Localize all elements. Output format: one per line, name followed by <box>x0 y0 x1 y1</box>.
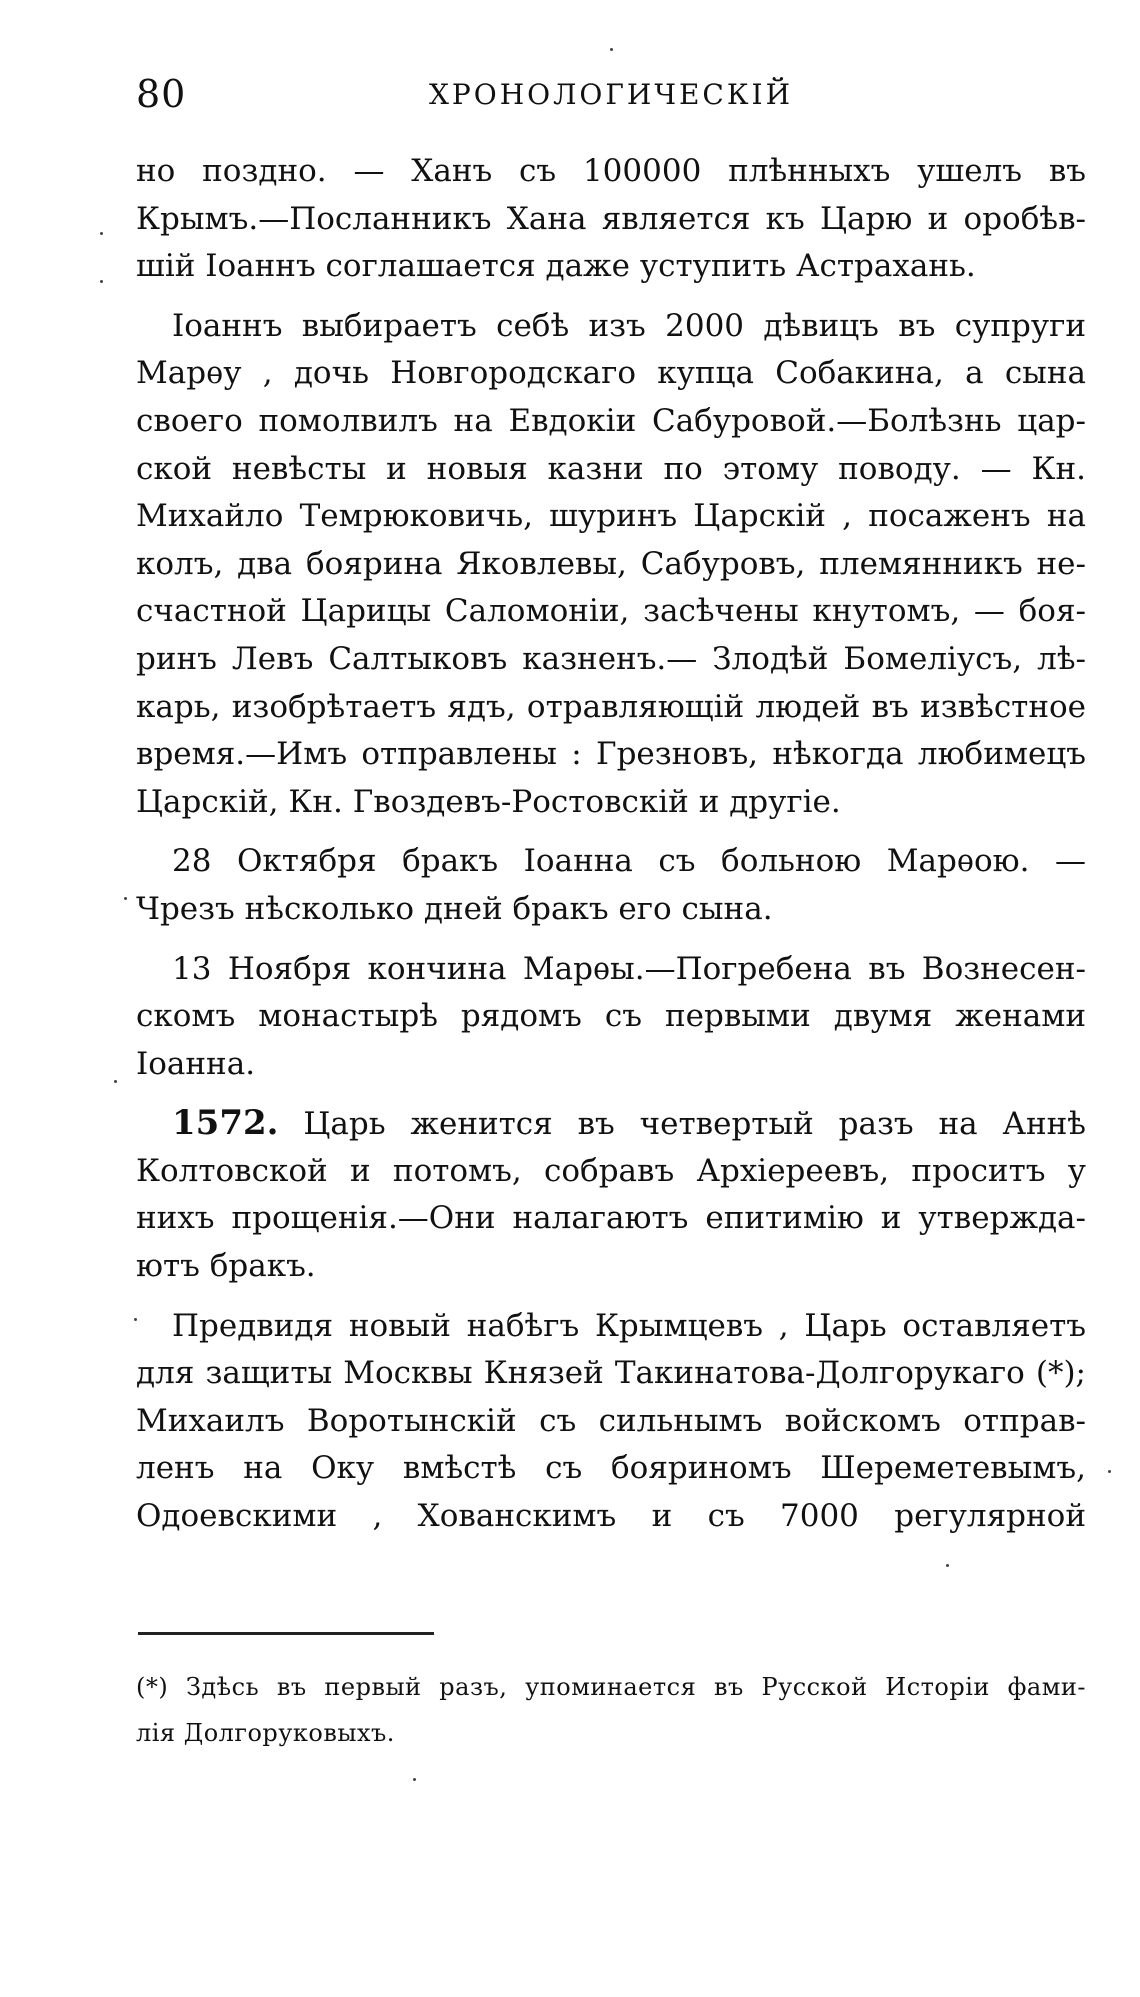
scan-speck <box>114 1080 117 1083</box>
text-line: для защиты Москвы Князей Такинатова-Долгорукаго (*); <box>136 1355 1086 1392</box>
running-head: ХРОНОЛОГИЧЕСКІЙ <box>428 78 794 111</box>
text-line: ленъ на Оку вмѣстѣ съ бояриномъ Шереметевымъ, <box>136 1450 1086 1487</box>
text-line: Предвидя новый набѣгъ Крымцевъ , Царь оставляетъ <box>172 1307 1086 1344</box>
text-line: счастной Царицы Саломоніи, засѣчены кнутомъ, — боя- <box>136 593 1086 630</box>
text-line: Іоанна. <box>136 1045 256 1082</box>
text-line: карь, изобрѣтаетъ ядъ, отравляющій людей въ извѣстное <box>136 688 1086 725</box>
text-line: Марѳу , дочь Новгородскаго купца Собакина, а сына <box>136 355 1086 392</box>
text-line: скомъ монастырѣ рядомъ съ первыми двумя женами <box>136 998 1086 1035</box>
text-line: 13 Ноября кончина Марѳы.—Погребена въ Вознесен- <box>172 950 1086 987</box>
scan-speck <box>124 897 127 900</box>
text-line: нихъ прощенія.—Они налагаютъ епитимію и утвержда- <box>136 1200 1086 1237</box>
scan-speck <box>946 1564 949 1567</box>
footnote-line: лія Долгоруковыхъ. <box>136 1719 395 1747</box>
text-line: колъ, два боярина Яковлевы, Сабуровъ, племянникъ не- <box>136 545 1086 582</box>
text-line-rest: Царь женится въ четвертый разъ на Аннѣ <box>303 1106 1086 1143</box>
scan-speck <box>100 280 103 283</box>
text-line: ской невѣсты и новыя казни по этому поводу. — Кн. <box>136 450 1086 487</box>
scan-speck <box>413 1778 416 1781</box>
year-heading: 1572. <box>172 1103 279 1144</box>
text-line: Царскій, Кн. Гвоздевъ-Ростовскій и другіе. <box>136 783 841 820</box>
page-header <box>136 72 1086 122</box>
text-line: Чрезъ нѣсколько дней бракъ его сына. <box>136 890 773 927</box>
scan-speck <box>100 232 103 235</box>
scan-speck <box>1108 1470 1111 1473</box>
footnote-divider <box>138 1632 434 1635</box>
text-line: ринъ Левъ Салтыковъ казненъ.— Злодѣй Бомеліусъ, лѣ- <box>136 640 1086 677</box>
scan-speck <box>134 1318 137 1321</box>
text-line: но поздно. — Ханъ съ 100000 плѣнныхъ ушелъ въ <box>136 153 1086 189</box>
text-line: время.—Имъ отправлены : Грезновъ, нѣкогда любимецъ <box>136 736 1086 773</box>
main-text <box>136 148 1086 1541</box>
text-line: шій Іоаннъ соглашается даже уступить Астрахань. <box>136 248 976 285</box>
text-line: Крымъ.—Посланникъ Хана является къ Царю и оробѣв- <box>136 200 1086 237</box>
text-line <box>136 1100 1086 1148</box>
text-line: Одоевскими , Хованскимъ и съ 7000 регулярной <box>136 1498 1086 1535</box>
text-line: Колтовской и потомъ, собравъ Архіереевъ, проситъ у <box>136 1152 1086 1189</box>
scan-speck <box>610 48 613 51</box>
text-line: 28 Октября бракъ Іоанна съ больною Марѳою. — <box>172 843 1086 880</box>
footnote-line: (*) Здѣсь въ первый разъ, упоминается въ Русской Исторіи фами- <box>136 1673 1086 1701</box>
text-line: своего помолвилъ на Евдокіи Сабуровой.—Болѣзнь цар- <box>136 402 1086 439</box>
text-line: Іоаннъ выбираетъ себѣ изъ 2000 дѣвицъ въ супруги <box>172 307 1086 344</box>
text-line: Михайло Темрюковичь, шуринъ Царскій , посаженъ на <box>136 498 1086 535</box>
page-number: 80 <box>136 72 187 116</box>
text-line: Михаилъ Воротынскій съ сильнымъ войскомъ отправ- <box>136 1402 1086 1439</box>
footnote <box>136 1664 1086 1756</box>
text-line: ютъ бракъ. <box>136 1248 316 1285</box>
